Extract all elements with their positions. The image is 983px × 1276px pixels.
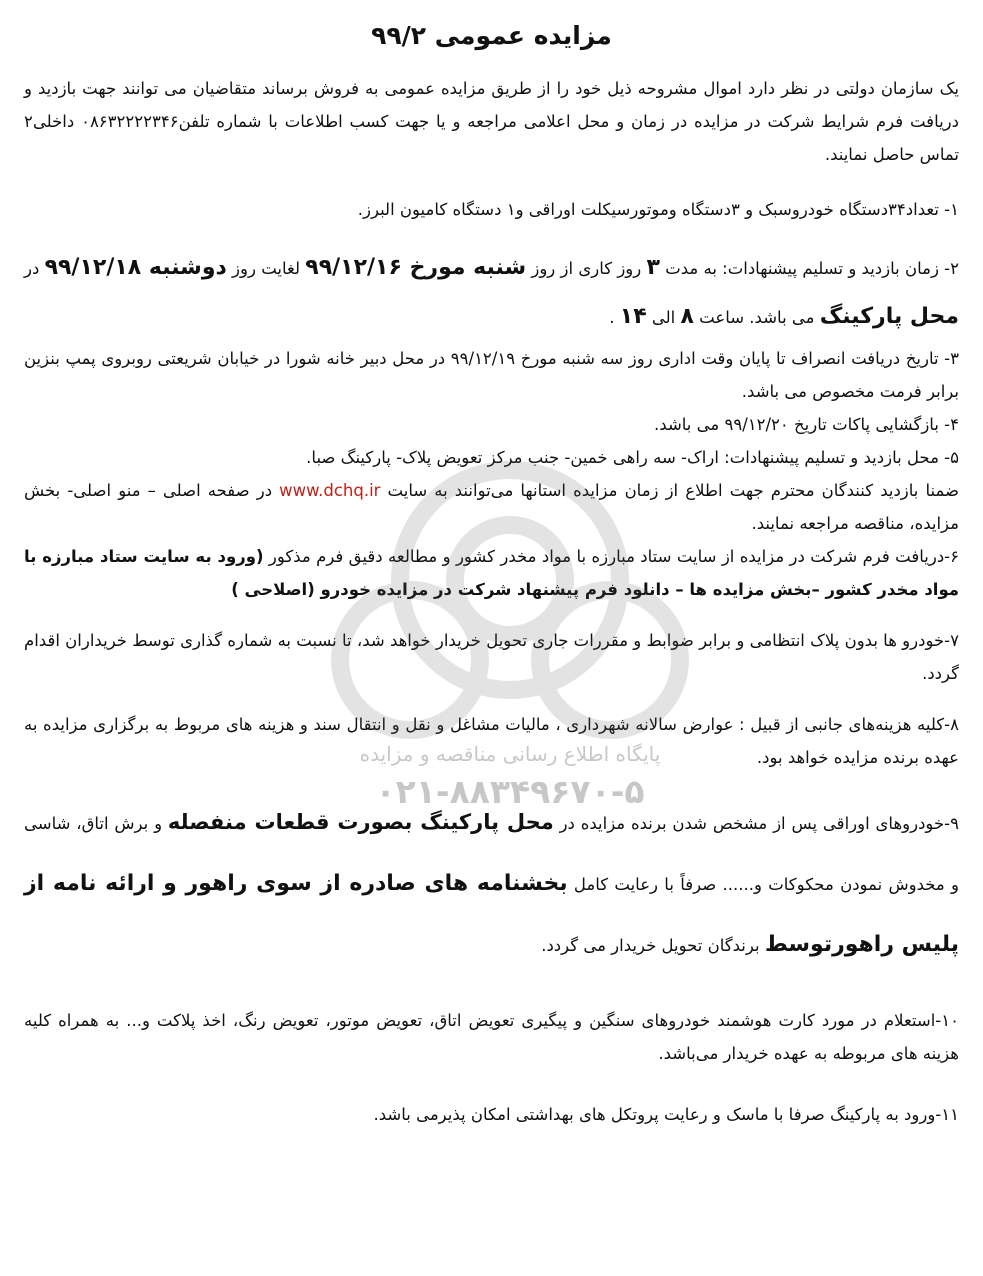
item-6-instructions: (ورود به سایت ستاد مبارزه با مواد مخدر کشور –بخش مزایده ها – دانلود فرم پیشنهاد شرکت در مزایده خودرو (اصلاحی ) bbox=[24, 547, 959, 599]
website-note-text-b: در صفحه اصلی – منو اصلی- بخش مزایده، مناقصه مراجعه نمایند. bbox=[24, 481, 959, 533]
item-9-circular: بخشنامه های صادره از سوی راهور و ارائه نامه از پلیس راهورتوسط bbox=[24, 871, 959, 957]
intro-paragraph: یک سازمان دولتی در نظر دارد اموال مشروحه ذیل خود را از طریق مزایده عمومی به فروش برساند متقاضیان می توانند جهت بازدید و دریافت فرم شرایط شرکت در مزایده در زمان و محل اعلامی مراجعه و یا جهت کسب اطلاعات با شماره تلفن۰۸۶۳۲۲۲۲۳۴۶ داخلی۲ تماس حاصل نمایند. bbox=[24, 79, 960, 164]
website-note-text-a: ضمنا بازدید کنندگان محترم جهت اطلاع از زمان مزایده استانها می‌توانند به سایت bbox=[380, 481, 960, 500]
item-2-days: ۳ bbox=[646, 255, 660, 280]
item-3: ۳- تاریخ دریافت انصراف تا پایان وقت اداری روز سه شنبه مورخ ۹۹/۱۲/۱۹ در محل دبیر خانه شورا در خیابان شریعتی روبروی پمپ بنزین برابر فرمت مخصوص می باشد. bbox=[24, 349, 959, 401]
item-9-location: محل پارکینگ بصورت قطعات منفصله bbox=[167, 810, 554, 834]
item-8: ۸-کلیه هزینه‌های جانبی از قبیل : عوارض سالانه شهرداری ، مالیات مشاغل و نقل و انتقال سند و هزینه های مربوط به برگزاری مزایده به عهده برنده مزایده خواهد بود. bbox=[24, 715, 959, 767]
item-2-text-a: ۲- زمان بازدید و تسلیم پیشنهادات: به مدت bbox=[659, 259, 960, 278]
item-2 bbox=[24, 244, 959, 342]
item-11: ۱۱-ورود به پارکینگ صرفا با ماسک و رعایت پروتکل های بهداشتی امکان پذیرمی باشد. bbox=[373, 1105, 959, 1124]
item-2-text-b: روز کاری از روز bbox=[526, 259, 647, 278]
item-9-text-b: و برش اتاق، شاسی و مخدوش نمودن محکوکات و...... صرفاً با رعایت کامل bbox=[24, 814, 959, 894]
website-link[interactable]: www.dchq.ir bbox=[279, 481, 381, 500]
item-2-text-d: در bbox=[24, 259, 45, 278]
item-7: ۷-خودرو ها بدون پلاک انتظامی و برابر ضوابط و مقررات جاری تحویل خریدار خواهد شد، تا نسبت به شماره گذاری توسط خریداران اقدام گردد. bbox=[24, 631, 959, 683]
website-note bbox=[24, 474, 959, 540]
item-2-text-e: می باشد. ساعت bbox=[693, 308, 820, 327]
item-2-hour-start: ۸ bbox=[680, 304, 694, 329]
item-2-end-date: دوشنبه ۹۹/۱۲/۱۸ bbox=[44, 255, 227, 280]
item-2-text-f: الی bbox=[646, 308, 681, 327]
item-9 bbox=[24, 792, 959, 976]
item-2-start-date: شنبه مورخ ۹۹/۱۲/۱۶ bbox=[305, 255, 527, 280]
item-2-text-c: لغایت روز bbox=[226, 259, 306, 278]
watermark-phone-text: ۰۲۱-۸۸۳۴۹۶۷۰-۵ bbox=[375, 772, 645, 811]
item-2-text-g: . bbox=[609, 308, 620, 327]
item-9-text-a: ۹-خودروهای اوراقی پس از مشخص شدن برنده مزایده در bbox=[553, 814, 959, 833]
page-title: مزایده عمومی ۹۹/۲ bbox=[371, 21, 612, 50]
item-6 bbox=[24, 540, 959, 606]
item-1: ۱- تعداد۳۴دستگاه خودروسبک و ۳دستگاه وموتورسیکلت اوراقی و۱ دستگاه کامیون البرز. bbox=[357, 200, 959, 219]
item-4: ۴- بازگشایی پاکات تاریخ ۹۹/۱۲/۲۰ می باشد. bbox=[654, 415, 959, 434]
item-10: ۱۰-استعلام در مورد کارت هوشمند خودروهای سنگین و پیگیری تعویض اتاق، تعویض موتور، تعویض رنگ، اخذ پلاکت و... به همراه کلیه هزینه های مربوطه به عهده خریدار می‌باشد. bbox=[24, 1011, 959, 1063]
item-2-location: محل پارکینگ bbox=[819, 304, 959, 329]
watermark-site-text: پایگاه اطلاع رسانی مناقصه و مزایده bbox=[359, 742, 661, 766]
item-9-text-c: برندگان تحویل خریدار می گردد. bbox=[541, 936, 765, 955]
item-6-text: ۶-دریافت فرم شرکت در مزایده از سایت ستاد مبارزه با مواد مخدر کشور و مطالعه دقیق فرم مذکور bbox=[263, 547, 959, 566]
item-5: ۵- محل بازدید و تسلیم پیشنهادات: اراک- سه راهی خمین- جنب مرکز تعویض پلاک- پارکینگ صبا. bbox=[306, 448, 959, 467]
item-2-hour-end: ۱۴ bbox=[619, 304, 647, 329]
